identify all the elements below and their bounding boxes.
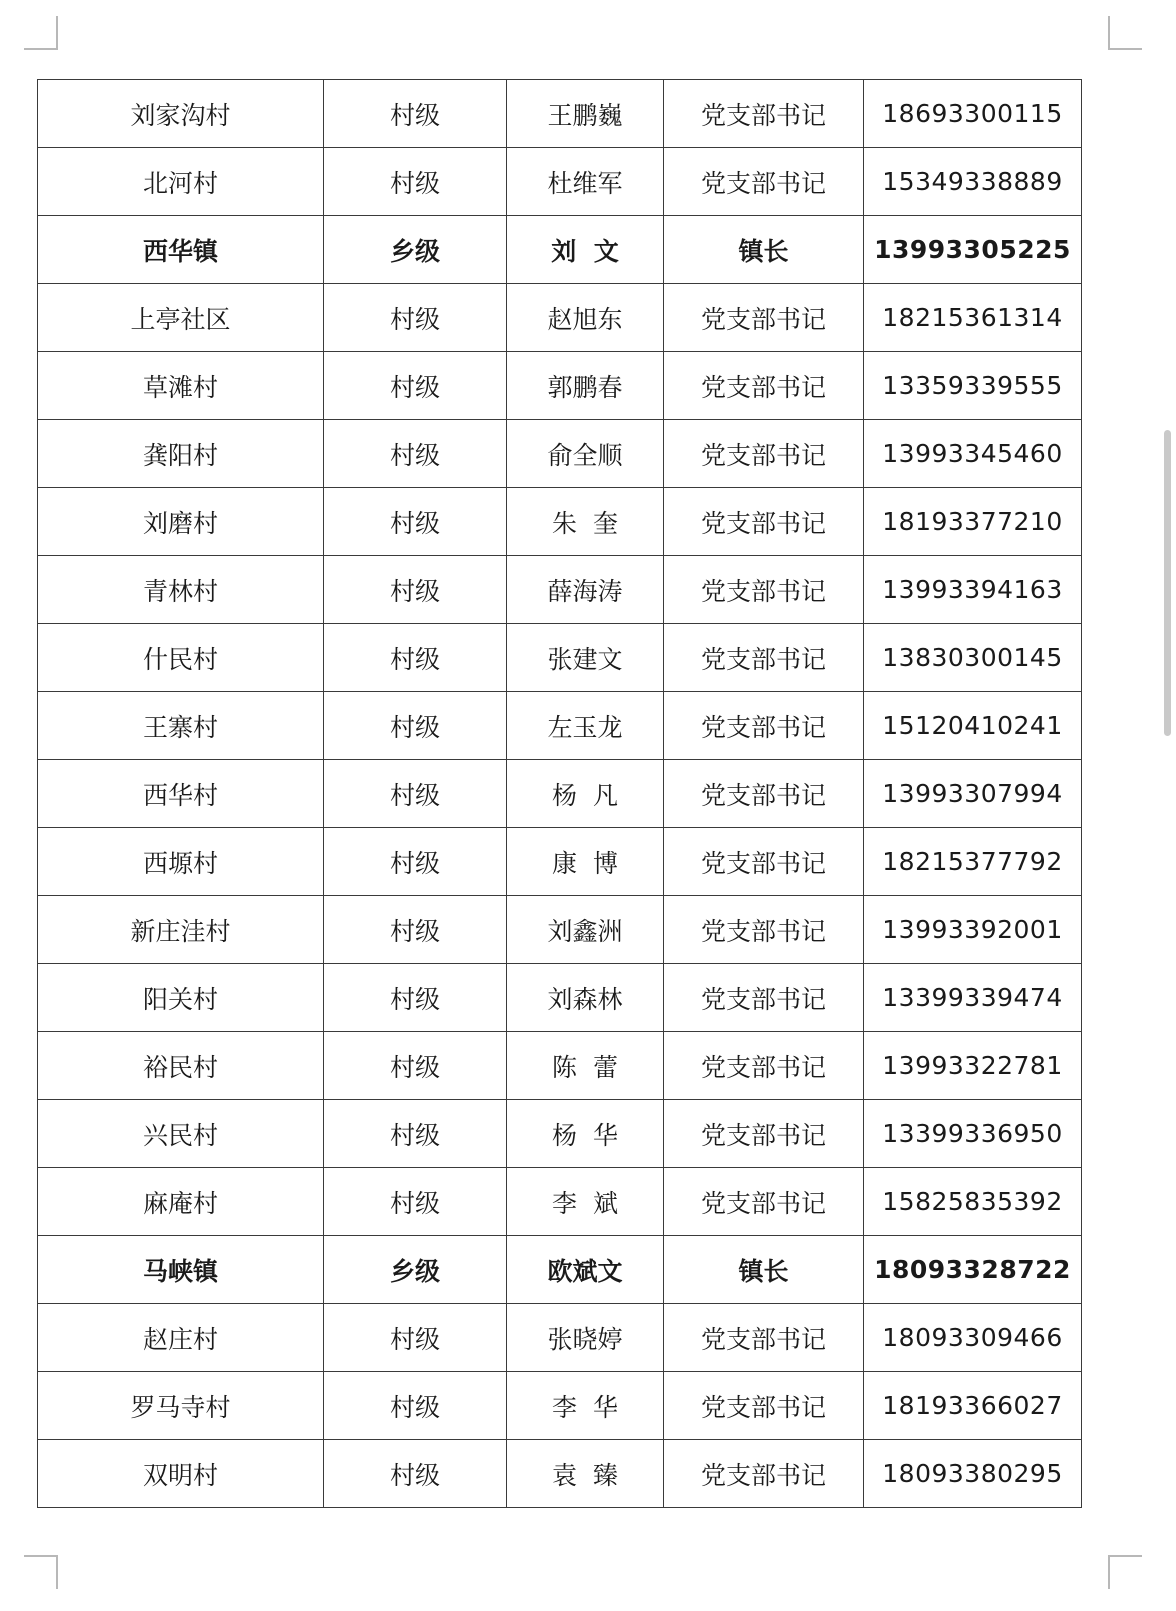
position-cell: 党支部书记: [664, 80, 864, 148]
phone-cell: 18093328722: [864, 1236, 1082, 1304]
unit-cell: 刘家沟村: [38, 80, 324, 148]
position-cell: 党支部书记: [664, 828, 864, 896]
phone-cell: 15349338889: [864, 148, 1082, 216]
level-cell: 村级: [324, 1372, 507, 1440]
person-name-cell: 刘鑫洲: [507, 896, 664, 964]
vertical-scrollbar-thumb[interactable]: [1164, 430, 1171, 736]
position-cell: 党支部书记: [664, 760, 864, 828]
position-cell: 镇长: [664, 216, 864, 284]
phone-cell: 18215377792: [864, 828, 1082, 896]
person-name-cell: 李 华: [507, 1372, 664, 1440]
position-cell: 党支部书记: [664, 624, 864, 692]
unit-cell: 上亭社区: [38, 284, 324, 352]
phone-cell: 18093309466: [864, 1304, 1082, 1372]
phone-cell: 13399339474: [864, 964, 1082, 1032]
table-row: [38, 760, 1082, 828]
position-cell: 党支部书记: [664, 488, 864, 556]
unit-cell: 麻庵村: [38, 1168, 324, 1236]
unit-cell: 马峡镇: [38, 1236, 324, 1304]
position-cell: 党支部书记: [664, 556, 864, 624]
position-cell: 镇长: [664, 1236, 864, 1304]
position-cell: 党支部书记: [664, 1440, 864, 1508]
position-cell: 党支部书记: [664, 1304, 864, 1372]
phone-cell: 13993345460: [864, 420, 1082, 488]
phone-cell: 13993392001: [864, 896, 1082, 964]
level-cell: 村级: [324, 964, 507, 1032]
person-name-cell: 杜维军: [507, 148, 664, 216]
table-row: [38, 284, 1082, 352]
unit-cell: 什民村: [38, 624, 324, 692]
position-cell: 党支部书记: [664, 1372, 864, 1440]
person-name-cell: 左玉龙: [507, 692, 664, 760]
phone-cell: 13359339555: [864, 352, 1082, 420]
table-row: [38, 1236, 1082, 1304]
person-name-cell: 张晓婷: [507, 1304, 664, 1372]
person-name-cell: 张建文: [507, 624, 664, 692]
level-cell: 村级: [324, 148, 507, 216]
table-row: [38, 964, 1082, 1032]
phone-cell: 13830300145: [864, 624, 1082, 692]
table-row: [38, 352, 1082, 420]
person-name-cell: 刘 文: [507, 216, 664, 284]
table-row: [38, 80, 1082, 148]
person-name-cell: 赵旭东: [507, 284, 664, 352]
position-cell: 党支部书记: [664, 352, 864, 420]
table-row: [38, 1372, 1082, 1440]
page-corner-mark-top-right: [1108, 16, 1142, 50]
unit-cell: 罗马寺村: [38, 1372, 324, 1440]
unit-cell: 西塬村: [38, 828, 324, 896]
position-cell: 党支部书记: [664, 148, 864, 216]
person-name-cell: 李 斌: [507, 1168, 664, 1236]
person-name-cell: 薛海涛: [507, 556, 664, 624]
level-cell: 村级: [324, 488, 507, 556]
person-name-cell: 刘森林: [507, 964, 664, 1032]
phone-cell: 13993307994: [864, 760, 1082, 828]
level-cell: 村级: [324, 352, 507, 420]
unit-cell: 北河村: [38, 148, 324, 216]
table-row: [38, 1168, 1082, 1236]
person-name-cell: 陈 蕾: [507, 1032, 664, 1100]
position-cell: 党支部书记: [664, 1100, 864, 1168]
person-name-cell: 朱 奎: [507, 488, 664, 556]
unit-cell: 西华镇: [38, 216, 324, 284]
table-row: [38, 148, 1082, 216]
position-cell: 党支部书记: [664, 420, 864, 488]
person-name-cell: 俞全顺: [507, 420, 664, 488]
table-row: [38, 828, 1082, 896]
level-cell: 村级: [324, 1304, 507, 1372]
unit-cell: 双明村: [38, 1440, 324, 1508]
table-row: [38, 1304, 1082, 1372]
phone-cell: 18193377210: [864, 488, 1082, 556]
level-cell: 村级: [324, 80, 507, 148]
unit-cell: 阳关村: [38, 964, 324, 1032]
phone-cell: 13399336950: [864, 1100, 1082, 1168]
phone-cell: 15120410241: [864, 692, 1082, 760]
table-row: [38, 1100, 1082, 1168]
page-corner-mark-top-left: [24, 16, 58, 50]
table-row: [38, 556, 1082, 624]
level-cell: 村级: [324, 1168, 507, 1236]
unit-cell: 裕民村: [38, 1032, 324, 1100]
level-cell: 村级: [324, 1100, 507, 1168]
position-cell: 党支部书记: [664, 284, 864, 352]
person-name-cell: 欧斌文: [507, 1236, 664, 1304]
person-name-cell: 杨 华: [507, 1100, 664, 1168]
level-cell: 乡级: [324, 1236, 507, 1304]
level-cell: 村级: [324, 284, 507, 352]
position-cell: 党支部书记: [664, 692, 864, 760]
level-cell: 乡级: [324, 216, 507, 284]
table-row: [38, 692, 1082, 760]
page-corner-mark-bottom-right: [1108, 1555, 1142, 1589]
person-name-cell: 康 博: [507, 828, 664, 896]
table-row: [38, 1440, 1082, 1508]
contact-table-body: [38, 80, 1082, 1508]
page-corner-mark-bottom-left: [24, 1555, 58, 1589]
phone-cell: 18693300115: [864, 80, 1082, 148]
unit-cell: 新庄洼村: [38, 896, 324, 964]
person-name-cell: 袁 臻: [507, 1440, 664, 1508]
phone-cell: 13993394163: [864, 556, 1082, 624]
table-row: [38, 216, 1082, 284]
unit-cell: 王寨村: [38, 692, 324, 760]
unit-cell: 西华村: [38, 760, 324, 828]
phone-cell: 13993322781: [864, 1032, 1082, 1100]
level-cell: 村级: [324, 692, 507, 760]
level-cell: 村级: [324, 1440, 507, 1508]
table-row: [38, 896, 1082, 964]
level-cell: 村级: [324, 828, 507, 896]
unit-cell: 龚阳村: [38, 420, 324, 488]
phone-cell: 15825835392: [864, 1168, 1082, 1236]
table-row: [38, 488, 1082, 556]
unit-cell: 刘磨村: [38, 488, 324, 556]
unit-cell: 青林村: [38, 556, 324, 624]
level-cell: 村级: [324, 760, 507, 828]
position-cell: 党支部书记: [664, 1032, 864, 1100]
table-row: [38, 420, 1082, 488]
person-name-cell: 王鹏巍: [507, 80, 664, 148]
level-cell: 村级: [324, 624, 507, 692]
unit-cell: 赵庄村: [38, 1304, 324, 1372]
unit-cell: 草滩村: [38, 352, 324, 420]
table-row: [38, 624, 1082, 692]
phone-cell: 18215361314: [864, 284, 1082, 352]
table-row: [38, 1032, 1082, 1100]
level-cell: 村级: [324, 896, 507, 964]
position-cell: 党支部书记: [664, 964, 864, 1032]
position-cell: 党支部书记: [664, 1168, 864, 1236]
person-name-cell: 杨 凡: [507, 760, 664, 828]
phone-cell: 18093380295: [864, 1440, 1082, 1508]
position-cell: 党支部书记: [664, 896, 864, 964]
level-cell: 村级: [324, 1032, 507, 1100]
level-cell: 村级: [324, 420, 507, 488]
level-cell: 村级: [324, 556, 507, 624]
contact-table: [37, 79, 1082, 1508]
unit-cell: 兴民村: [38, 1100, 324, 1168]
phone-cell: 18193366027: [864, 1372, 1082, 1440]
phone-cell: 13993305225: [864, 216, 1082, 284]
person-name-cell: 郭鹏春: [507, 352, 664, 420]
